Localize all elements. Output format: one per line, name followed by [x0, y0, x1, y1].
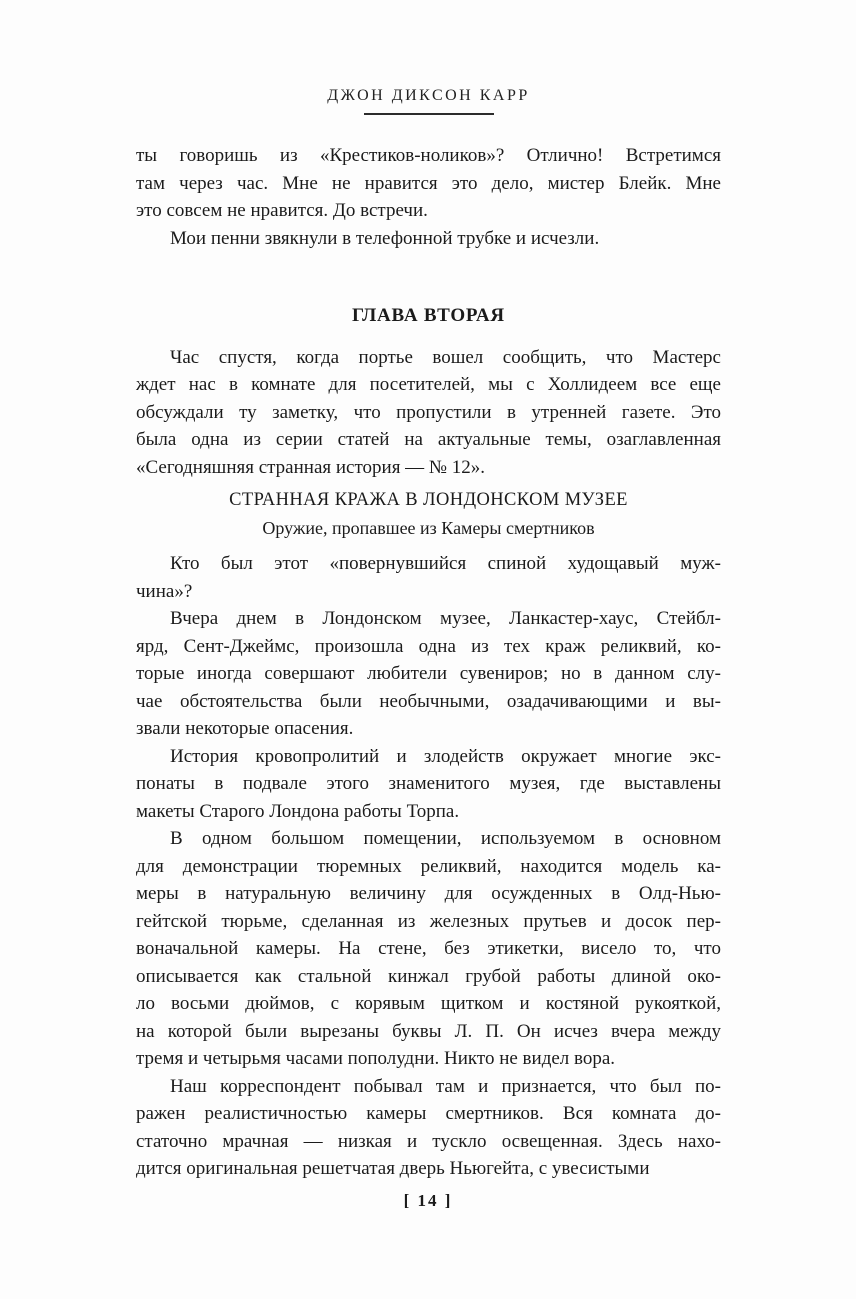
running-header-title: ДЖОН ДИКСОН КАРР: [327, 87, 530, 104]
paragraph: [136, 142, 721, 225]
text-line: Мои пенни звякнули в телефонной трубке и исчезли.: [170, 227, 600, 249]
text-line: описывается как стальной кинжал грубой работы длиной око-: [136, 965, 721, 987]
text-line: Час спустя, когда портье вошел сообщить, что Мастерс: [170, 346, 721, 368]
text-line: там через час. Мне не нравится это дело, мистер Блейк. Мне: [136, 172, 721, 194]
header-rule: [364, 113, 494, 115]
paragraph: [136, 1073, 721, 1183]
text-line: для демонстрации тюремных реликвий, находится модель ка-: [136, 855, 721, 877]
text-line: звали некоторые опасения.: [136, 718, 354, 739]
paragraph: [136, 550, 721, 605]
article-heading: СТРАННАЯ КРАЖА В ЛОНДОНСКОМ МУЗЕЕ: [229, 490, 628, 510]
paragraph: [136, 344, 721, 482]
text-line: торые иногда совершают любители сувениров; но в данном слу-: [136, 663, 721, 684]
text-line: чина»?: [136, 580, 193, 602]
text-line: меры в натуральную величину для осужденных в Олд-Нью-: [136, 883, 721, 904]
page-content: [136, 142, 721, 1183]
text-line: дится оригинальная решетчатая дверь Ньюгейта, с увесистыми: [136, 1158, 650, 1179]
text-line: Вчера днем в Лондонском музее, Ланкастер-хаус, Стейбл-: [170, 608, 721, 629]
text-line: статочно мрачная — низкая и тускло освещенная. Здесь нахо-: [136, 1130, 721, 1152]
text-line: ражен реалистичностью камеры смертников. Вся комната до-: [136, 1103, 721, 1124]
text-line: макеты Старого Лондона работы Торпа.: [136, 800, 460, 822]
text-line: В одном большом помещении, используемом в основном: [170, 828, 721, 849]
text-line: История кровопролитий и злодейств окружает многие экс-: [170, 745, 721, 767]
text-line: Кто был этот «повернувшийся спиной худощавый муж-: [170, 553, 721, 574]
text-line: была одна из серии статей на актуальные темы, озаглавленная: [136, 429, 721, 450]
text-line: Наш корреспондент побывал там и признается, что был по-: [170, 1075, 721, 1097]
text-line: ярд, Сент-Джеймс, произошла одна из тех краж реликвий, ко-: [136, 635, 721, 657]
paragraph: [136, 743, 721, 826]
text-line: обсуждали ту заметку, что пропустили в утренней газете. Это: [136, 401, 721, 423]
paragraph: [136, 825, 721, 1073]
running-header: [136, 86, 721, 115]
paragraph: [136, 605, 721, 743]
text-line: это совсем не нравится. До встречи.: [136, 200, 428, 221]
text-line: тремя и четырьмя часами пополудни. Никто не видел вора.: [136, 1048, 616, 1069]
text-line: ты говоришь из «Крестиков-ноликов»? Отлично! Встретимся: [136, 145, 721, 166]
page-footer: [0, 1191, 856, 1211]
text-line: гейтской тюрьме, сделанная из железных прутьев и досок пер-: [136, 910, 721, 932]
paragraph: [136, 225, 721, 253]
text-line: «Сегодняшняя странная история — № 12».: [136, 456, 486, 478]
text-line: ждет нас в комнате для посетителей, мы с Холлидеем все еще: [136, 374, 721, 395]
text-line: на которой были вырезаны буквы Л. П. Он исчез вчера между: [136, 1020, 721, 1042]
text-line: понаты в подвале этого знаменитого музея, где выставлены: [136, 773, 721, 794]
article-subheading: Оружие, пропавшее из Камеры смертников: [262, 517, 595, 538]
text-line: чае обстоятельства были необычными, озадачивающими и вы-: [136, 690, 721, 712]
page-number: [ 14 ]: [403, 1191, 453, 1210]
text-line: ло восьми дюймов, с корявым щитком и костяной рукояткой,: [136, 993, 721, 1014]
chapter-heading: ГЛАВА ВТОРАЯ: [352, 305, 505, 326]
text-line: воначальной камеры. На стене, без этикетки, висело то, что: [136, 938, 721, 959]
